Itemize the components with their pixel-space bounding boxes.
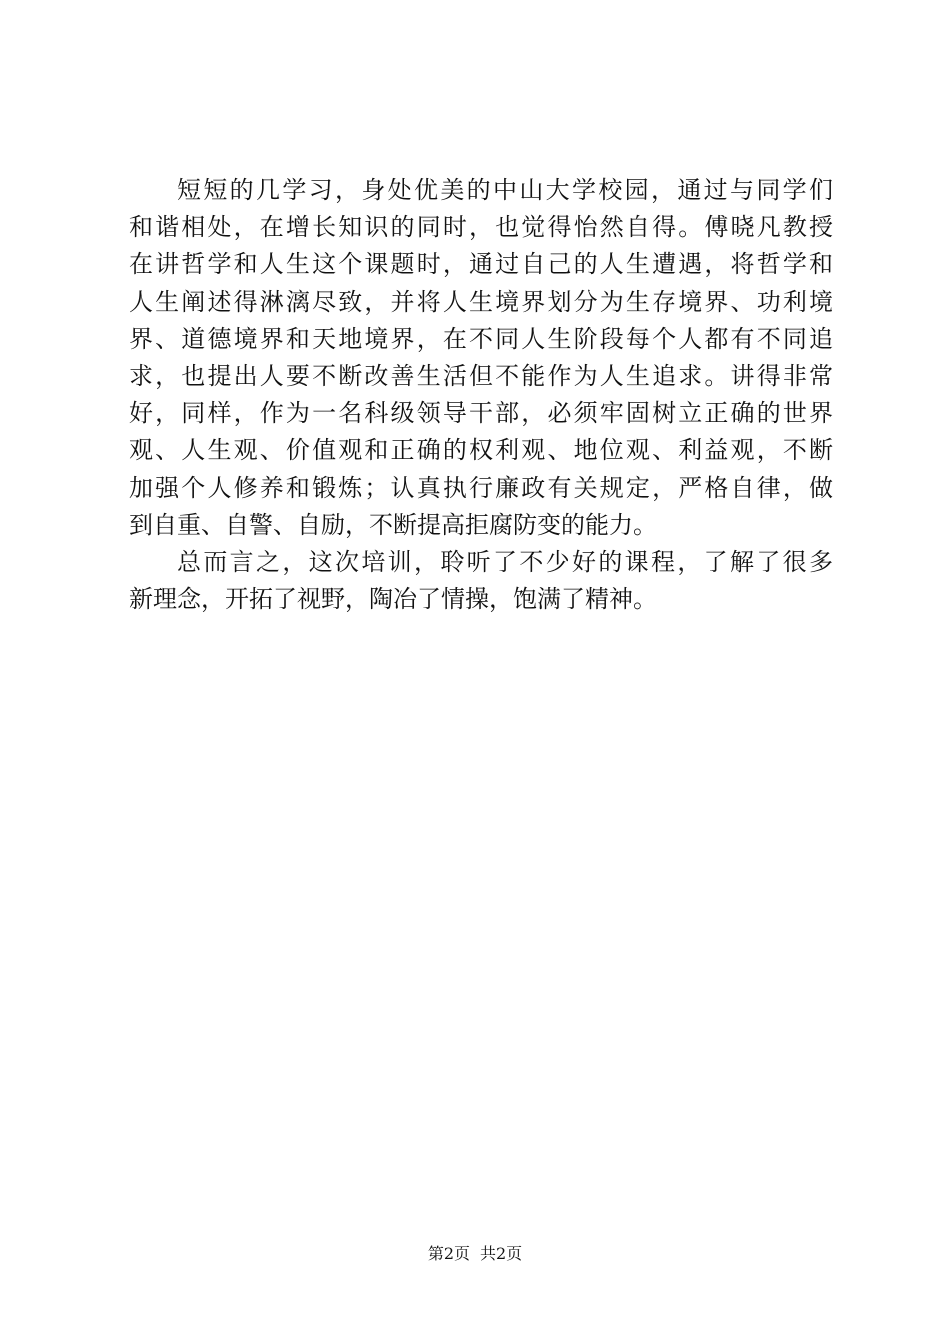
text-line: 加强个人修养和锻炼；认真执行廉政有关规定，严格自律，做 bbox=[129, 473, 833, 502]
text-line: 求，也提出人要不断改善生活但不能作为人生追求。讲得非常 bbox=[129, 361, 833, 390]
text-line: 人生阐述得淋漓尽致，并将人生境界划分为生存境界、功利境 bbox=[129, 287, 833, 316]
text-line: 新理念，开拓了视野，陶冶了情操，饱满了精神。 bbox=[129, 585, 657, 614]
paragraph bbox=[129, 172, 833, 544]
text-line: 到自重、自警、自励，不断提高拒腐防变的能力。 bbox=[129, 510, 657, 539]
text-line: 短短的几学习，身处优美的中山大学校园，通过与同学们 bbox=[177, 176, 833, 204]
text-line: 在讲哲学和人生这个课题时，通过自己的人生遭遇，将哲学和 bbox=[129, 250, 833, 279]
text-line: 好，同样，作为一名科级领导干部，必须牢固树立正确的世界 bbox=[129, 399, 833, 428]
text-line: 总而言之，这次培训，聆听了不少好的课程，了解了很多 bbox=[177, 547, 833, 576]
text-line: 和谐相处，在增长知识的同时，也觉得怡然自得。傅晓凡教授 bbox=[129, 213, 833, 242]
page-footer bbox=[0, 1242, 950, 1266]
page-total: 共2页 bbox=[480, 1244, 523, 1263]
document-body bbox=[129, 172, 833, 618]
page-number: 第2页 bbox=[427, 1244, 470, 1263]
text-line: 观、人生观、价值观和正确的权利观、地位观、利益观，不断 bbox=[129, 436, 833, 465]
paragraph bbox=[129, 544, 833, 618]
text-line: 界、道德境界和天地境界，在不同人生阶段每个人都有不同追 bbox=[129, 324, 833, 353]
